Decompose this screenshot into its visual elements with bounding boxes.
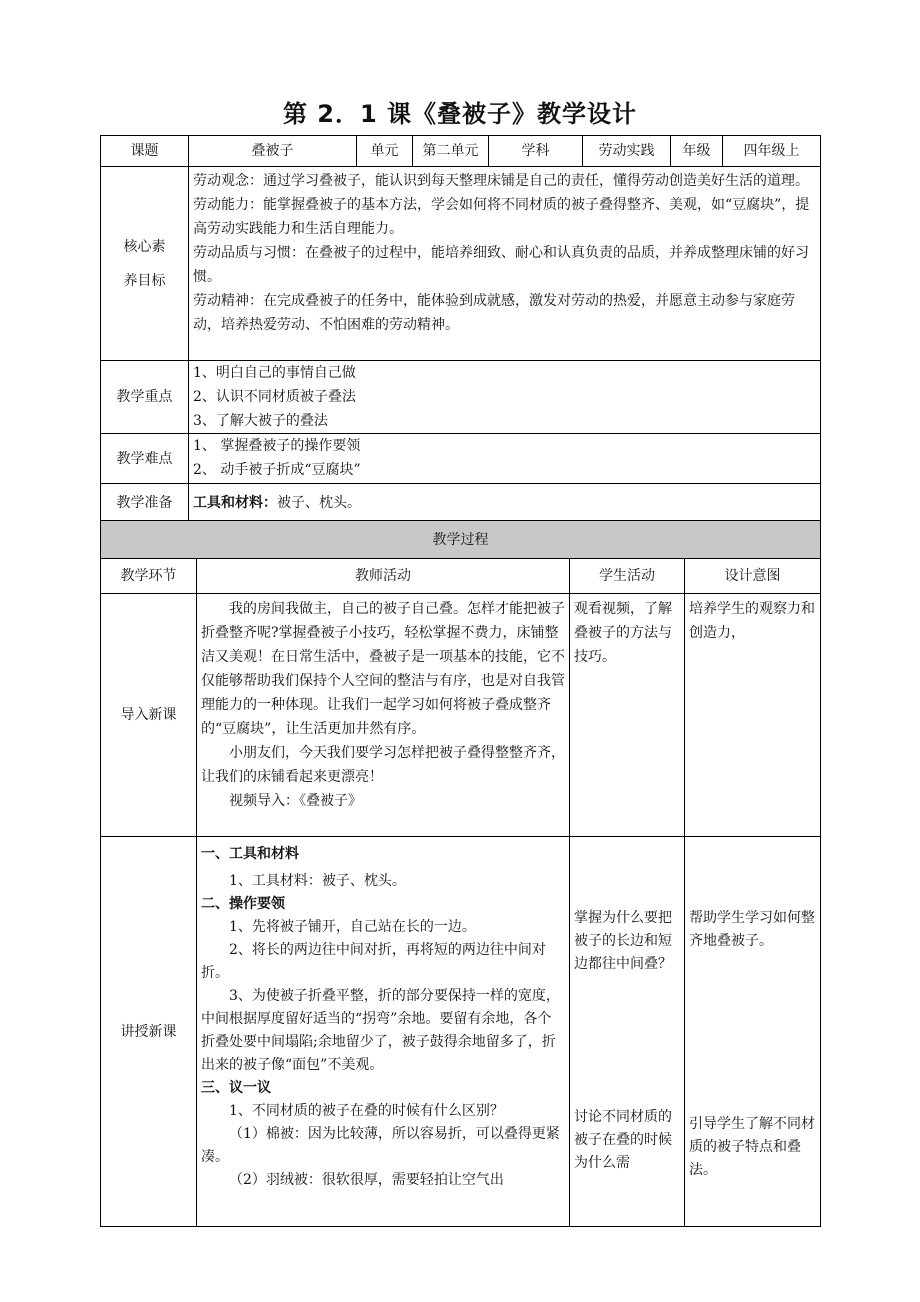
unit-value: 第二单元 — [413, 136, 489, 167]
label-subject: 学科 — [489, 136, 583, 167]
preparation-label: 教学准备 — [101, 484, 189, 522]
intro-student: 观看视频，了解叠被子的方法与技巧。 — [570, 594, 685, 837]
core-goal-item: 劳动能力：能掌握叠被子的基本方法，学会如何将不同材质的被子叠得整齐、美观，如“豆腐块”，提高劳动实践能力和生活自理能力。 — [193, 197, 810, 237]
list-item: 3、了解大被子的叠法 — [193, 413, 328, 429]
intro-teacher: 我的房间我做主，自己的被子自己叠。怎样才能把被子折叠整齐呢?掌握叠被子小技巧，轻松掌握不费力，床铺整洁又美观！在日常生活中，叠被子是一项基本的技能，它不仅能够帮助我们保持个人空间的整洁与有序，也是对自我管理能力的一种体现。让我们一起学习如何将被子叠成整齐的“豆腐块”，让生活更加井然有序。 小朋友们，今天我们要学习怎样把被子叠得整整齐齐，让我们的床铺看起来更漂亮！ 视频导入：《叠被子》 — [197, 594, 570, 837]
difficulties-label: 教学难点 — [101, 434, 189, 484]
col-header: 教师活动 — [197, 559, 570, 594]
list-item: 2、认识不同材质被子叠法 — [193, 389, 356, 405]
col-header: 设计意图 — [685, 559, 821, 594]
list-item: 1、明白自己的事情自己做 — [193, 365, 356, 381]
label-grade: 年级 — [671, 136, 723, 167]
list-item: 2、 动手被子折成“豆腐块” — [193, 462, 361, 478]
topic-value: 叠被子 — [189, 136, 357, 167]
core-goals-label: 核心素 养目标 — [101, 167, 189, 361]
process-title: 教学过程 — [101, 521, 821, 559]
core-goal-item: 劳动精神：在完成叠被子的任务中，能体验到成就感，激发对劳动的热爱，并愿意主动参与家庭劳动，培养热爱劳动、不怕困难的劳动精神。 — [193, 293, 795, 333]
list-item: 1、 掌握叠被子的操作要领 — [193, 438, 361, 454]
key-points-content — [189, 361, 821, 434]
col-header: 教学环节 — [101, 559, 197, 594]
process-table — [100, 520, 821, 1227]
label-unit: 单元 — [357, 136, 413, 167]
lecture-label: 讲授新课 — [101, 837, 197, 1227]
core-goal-item: 劳动观念：通过学习叠被子，能认识到每天整理床铺是自己的责任，懂得劳动创造美好生活的道理。 — [193, 173, 809, 189]
subject-value: 劳动实践 — [583, 136, 671, 167]
info-table — [100, 135, 821, 522]
page-title: 第 2．1 课《叠被子》教学设计 — [282, 100, 638, 128]
lecture-student: 掌握为什么要把被子的长边和短边都往中间叠？ 讨论不同材质的被子在叠的时候为什么需 — [570, 837, 685, 1227]
col-header: 学生活动 — [570, 559, 685, 594]
label-topic: 课题 — [101, 136, 189, 167]
preparation-content: 工具和材料：被子、枕头。 — [189, 484, 821, 522]
core-goals-content — [189, 167, 821, 361]
key-points-label: 教学重点 — [101, 361, 189, 434]
grade-value: 四年级上 — [723, 136, 821, 167]
lecture-intent: 帮助学生学习如何整齐地叠被子。 引导学生了解不同材质的被子特点和叠法。 — [685, 837, 821, 1227]
core-goal-item: 劳动品质与习惯：在叠被子的过程中，能培养细致、耐心和认真负责的品质，并养成整理床铺的好习惯。 — [193, 245, 809, 285]
intro-label: 导入新课 — [101, 594, 197, 837]
lecture-teacher: 一、工具和材料 1、工具材料：被子、枕头。 二、操作要领 1、先将被子铺开，自己站在长的一边。 2、将长的两边往中间对折，再将短的两边往中间对折。 3、为使被子折叠平整，折的部分要保持一样的宽度，中间根据厚度留好适当的“拐弯”余地。要留有余地，各个折叠处要中间塌陷;余地留少了，被子鼓得余地留多了，折出来的被子像“面包”不美观。 三、议一议 1、不同材质的被子在叠的时候有什么区别？ （1）棉被：因为比较薄，所以容易折，可以叠得更紧凑。 （2）羽绒被：很软很厚，需要轻拍让空气出 — [197, 837, 570, 1227]
difficulties-content — [189, 434, 821, 484]
intro-intent: 培养学生的观察力和创造力， — [685, 594, 821, 837]
